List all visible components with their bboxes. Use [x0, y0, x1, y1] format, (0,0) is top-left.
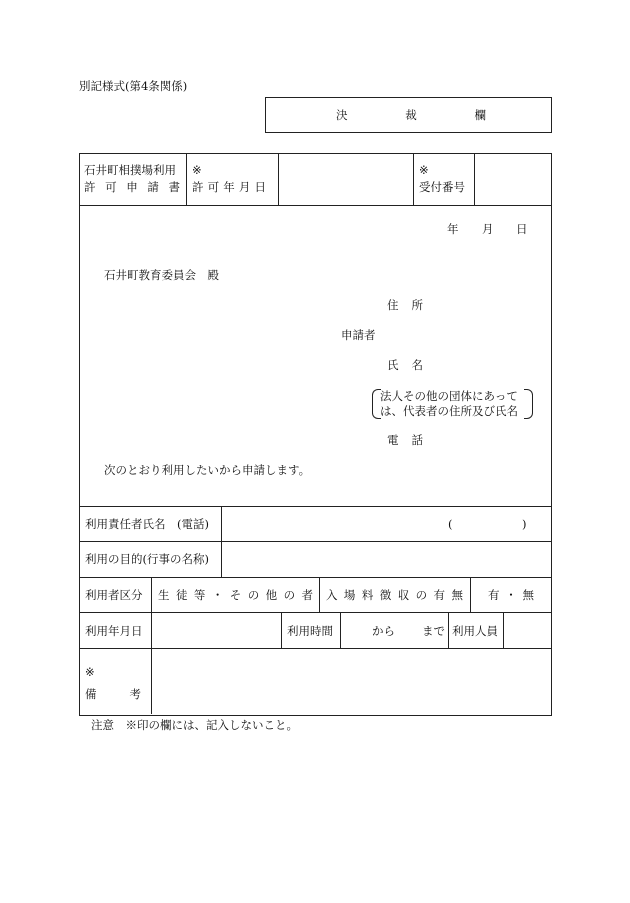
date-year: 年 [447, 222, 459, 236]
phone-label: 電 話 [387, 433, 423, 447]
time-from-label: から [372, 624, 395, 638]
headcount-label: 利用人員 [452, 624, 498, 638]
use-time-label: 利用時間 [287, 624, 333, 638]
time-to-label: まで [422, 624, 445, 638]
remarks-label: 備 考 [85, 687, 141, 701]
corp-note-line1: 法人その他の団体にあって [380, 389, 518, 403]
manager-phone-open: ( [448, 517, 453, 531]
address-field[interactable] [428, 294, 546, 314]
application-statement: 次のとおり利用したいから申請します。 [104, 463, 311, 477]
corp-note-line2: は、代表者の住所及び氏名 [380, 404, 518, 418]
reception-number-field[interactable] [476, 155, 549, 203]
approval-box [265, 97, 552, 133]
permit-date-label: 許 可 年 月 日 [192, 180, 266, 194]
office-use-mark: ※ [85, 665, 95, 679]
office-use-mark: ※ [192, 163, 202, 177]
corp-note-bracket-right [524, 389, 533, 419]
purpose-field[interactable] [224, 544, 548, 575]
manager-name-field[interactable] [224, 509, 444, 539]
category-options: 生 徒 等 ・ そ の 他 の 者 [158, 588, 313, 602]
manager-phone-field[interactable] [456, 509, 520, 539]
form-title-subtitle: 許 可 申 請 書 [84, 180, 180, 194]
form-title: 石井町相撲場利用 [84, 163, 176, 177]
addressee: 石井町教育委員会 殿 [104, 268, 219, 282]
fee-collection-label: 入 場 料 徴 収 の 有 無 [326, 588, 463, 602]
name-field[interactable] [428, 354, 546, 374]
footer-note: 注意 ※印の欄には、記入しないこと。 [91, 718, 298, 732]
address-label: 住 所 [387, 298, 423, 312]
phone-field[interactable] [428, 429, 546, 449]
approval-box-label: 決 裁 欄 [336, 108, 486, 122]
remarks-field[interactable] [154, 651, 548, 712]
office-use-mark: ※ [419, 163, 429, 177]
annex-label: 別記様式(第4条関係) [79, 79, 188, 93]
manager-label: 利用責任者氏名 (電話) [85, 517, 209, 531]
permit-date-field[interactable] [280, 155, 411, 203]
category-label: 利用者区分 [85, 588, 143, 602]
date-month: 月 [482, 222, 494, 236]
manager-phone-close: ) [522, 517, 527, 531]
purpose-label: 利用の目的(行事の名称) [85, 552, 209, 566]
use-date-field[interactable] [154, 615, 278, 646]
reception-number-label: 受付番号 [419, 180, 465, 194]
fee-options: 有 ・ 無 [488, 588, 534, 602]
date-day: 日 [516, 222, 528, 236]
name-label: 氏 名 [387, 358, 423, 372]
headcount-field[interactable] [506, 615, 548, 646]
applicant-label: 申請者 [341, 328, 376, 342]
use-date-label: 利用年月日 [85, 624, 143, 638]
